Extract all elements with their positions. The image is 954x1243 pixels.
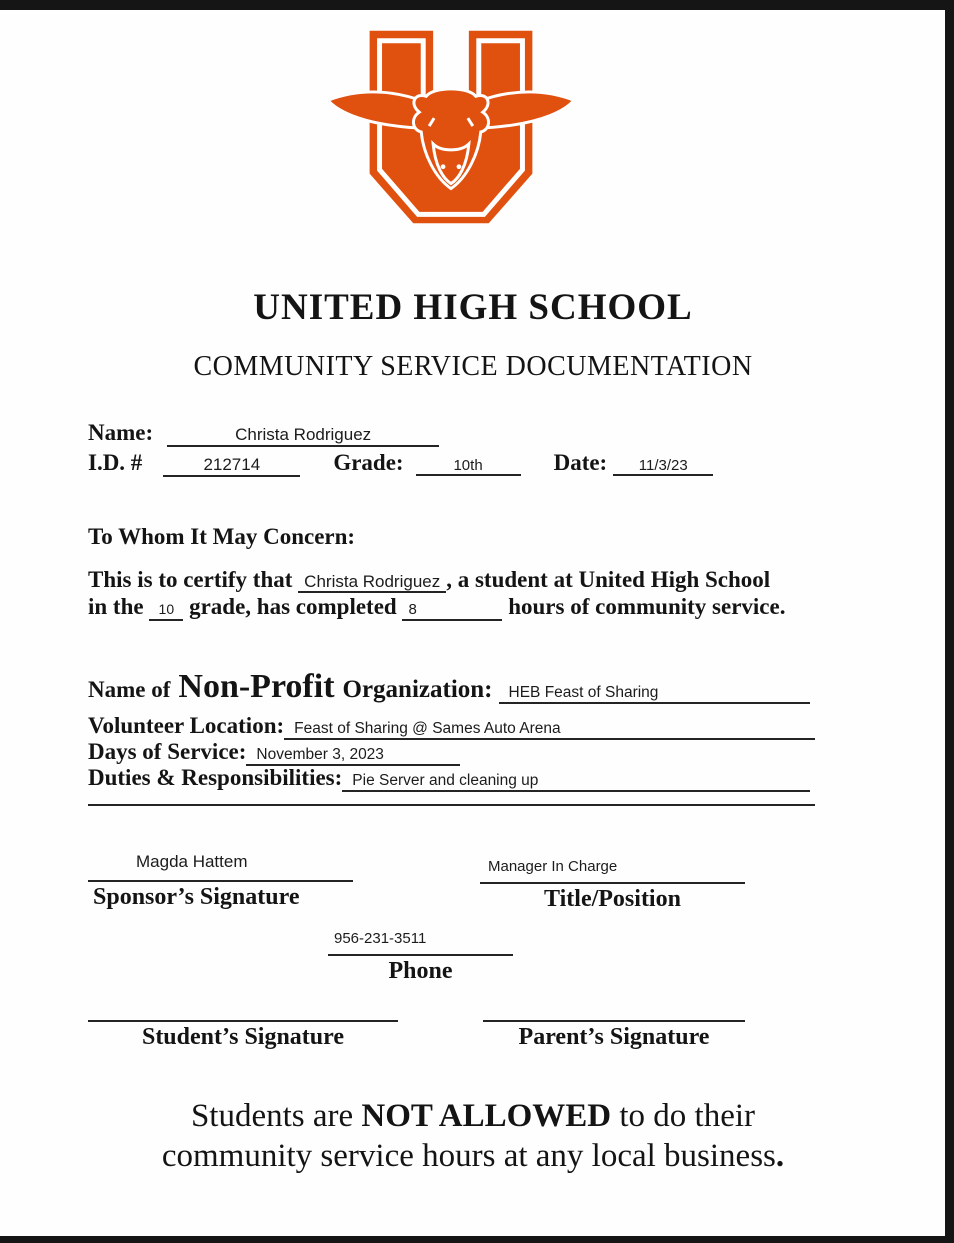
grade-label: Grade: [333, 450, 404, 475]
nonprofit-name-field: HEB Feast of Sharing [499, 684, 810, 704]
footer-warning [0, 1096, 946, 1176]
nonprofit-label-3: Organization: [342, 676, 493, 703]
date-field: 11/3/23 [613, 457, 713, 476]
footer-text-1a: Students are [190, 1098, 362, 1134]
sponsor-signature-field: Magda Hattem [88, 852, 353, 882]
id-field: 212714 [163, 455, 300, 477]
certification-paragraph [88, 566, 870, 621]
certify-hours: 8 [402, 600, 502, 621]
title-position-group [480, 858, 745, 913]
school-logo [322, 26, 580, 238]
parent-signature-field [483, 994, 745, 1022]
scan-border-top [0, 0, 954, 10]
nonprofit-name-row [88, 668, 810, 712]
volunteer-location-field: Feast of Sharing @ Sames Auto Arena [284, 720, 815, 740]
footer-text-1c: to do their [611, 1098, 756, 1134]
phone-field: 956-231-3511 [328, 930, 513, 956]
title-position-field: Manager In Charge [480, 858, 745, 884]
duties-label: Duties & Responsibilities: [88, 765, 343, 790]
duties-row [88, 765, 810, 790]
id-grade-date-row [88, 450, 713, 477]
longhorn-u-icon [322, 26, 580, 238]
scan-border-right [945, 0, 954, 1243]
duties-field: Pie Server and cleaning up [342, 772, 810, 792]
phone-label: Phone [388, 958, 453, 984]
salutation: To Whom It May Concern: [88, 524, 356, 549]
scan-border-bottom [0, 1236, 954, 1243]
name-field: Christa Rodriguez [167, 425, 439, 447]
nonprofit-label-2: Non-Profit [178, 668, 335, 705]
school-name-title: UNITED HIGH SCHOOL [253, 287, 693, 328]
id-label: I.D. # [88, 450, 143, 475]
document-title: COMMUNITY SERVICE DOCUMENTATION [193, 351, 753, 382]
parent-signature-label: Parent’s Signature [518, 1024, 710, 1050]
certify-text-1: This is to certify that [88, 567, 299, 592]
grade-field: 10th [416, 457, 521, 476]
footer-text-2a: community service hours at any local business [161, 1138, 776, 1174]
volunteer-location-label: Volunteer Location: [88, 713, 285, 738]
student-signature-label: Student’s Signature [141, 1024, 345, 1050]
certify-student-name: Christa Rodriguez [298, 572, 446, 593]
name-label: Name: [88, 420, 154, 445]
parent-signature-group [483, 994, 745, 1051]
footer-period: . [775, 1138, 785, 1174]
sponsor-signature-group [88, 852, 353, 911]
certify-grade: 10 [149, 600, 183, 621]
nonprofit-label-1: Name of [88, 677, 171, 702]
phone-group [328, 930, 513, 985]
days-of-service-field: November 3, 2023 [246, 746, 460, 766]
days-of-service-label: Days of Service: [88, 739, 247, 764]
certify-text-3: grade, has completed [183, 594, 403, 619]
student-signature-field [88, 994, 398, 1022]
sponsor-signature-label: Sponsor’s Signature [93, 884, 300, 910]
name-row [88, 420, 713, 447]
title-position-label: Title/Position [544, 886, 681, 912]
volunteer-location-row [88, 713, 815, 738]
footer-not-allowed: NOT ALLOWED [361, 1098, 612, 1134]
certify-text-2b: in the [88, 594, 150, 619]
student-signature-group [88, 994, 398, 1051]
duties-continuation-line [88, 804, 815, 806]
certify-text-2a: , a student at United High School [446, 567, 771, 592]
certify-text-4: hours of community service. [502, 594, 786, 619]
days-of-service-row [88, 739, 460, 764]
date-label: Date: [553, 450, 608, 475]
student-info-section [88, 420, 713, 477]
organization-section [88, 668, 815, 806]
